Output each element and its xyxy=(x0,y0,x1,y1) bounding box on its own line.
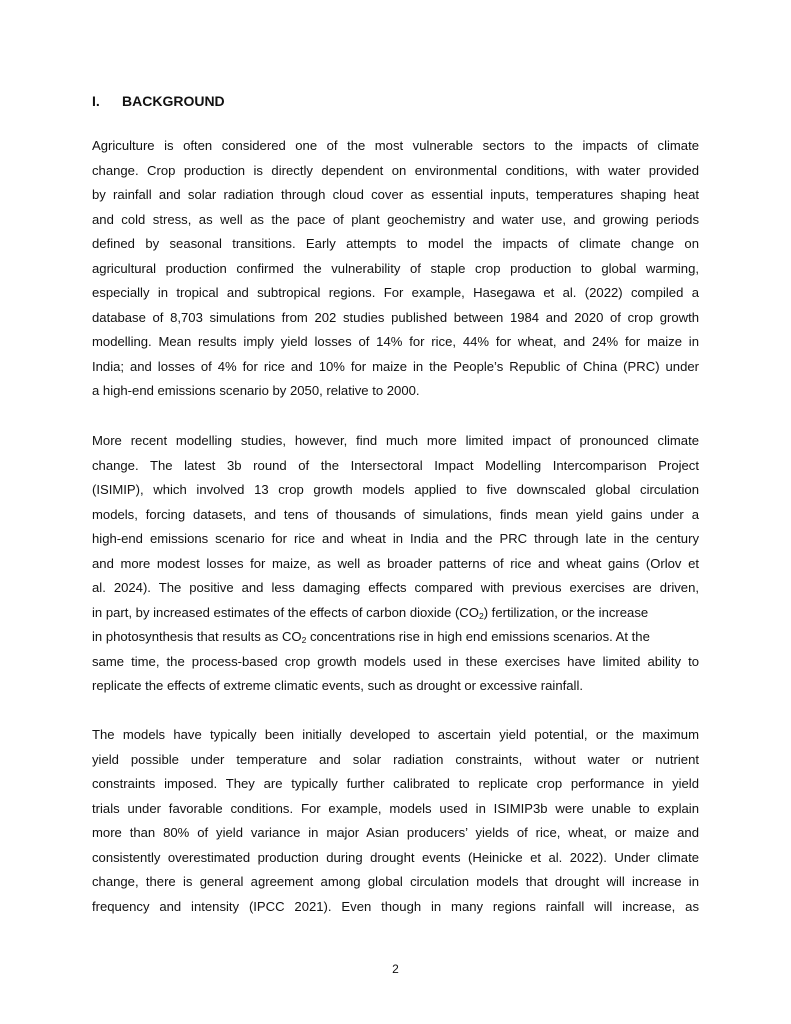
text-line: yield possible under temperature and solar radiation constraints, without water or nutrient xyxy=(92,751,699,767)
paragraph-2 xyxy=(92,429,699,699)
text-line: more than 80% of yield variance in major Asian producers’ yields of rice, wheat, or maize and xyxy=(92,825,699,840)
text-line: replicate the effects of extreme climatic events, such as drought or excessive rainfall. xyxy=(92,678,584,693)
text-line: The models have typically been initially developed to ascertain yield potential, or the maximum xyxy=(92,727,699,742)
text-line: and cold stress, as well as the pace of plant geochemistry and water use, and growing periods xyxy=(92,211,699,227)
section-heading xyxy=(92,93,225,109)
text-line: same time, the process-based crop growth models used in these exercises have limited ability to xyxy=(92,653,699,669)
text-line: frequency and intensity (IPCC 2021). Even though in many regions rainfall will increase, as xyxy=(92,898,699,914)
text-line: al. 2024). The positive and less damaging effects compared with previous exercises are driven, xyxy=(92,580,699,595)
text-line: models, forcing datasets, and tens of thousands of simulations, finds mean yield gains under a xyxy=(92,506,699,522)
text-line: high-end emissions scenario for rice and wheat in India and the PRC through late in the century xyxy=(92,531,699,546)
page-number: 2 xyxy=(392,962,399,976)
text-line: by rainfall and solar radiation through cloud cover as essential inputs, temperatures shaping heat xyxy=(92,187,699,202)
section-number: I. xyxy=(92,93,100,109)
text-line xyxy=(92,625,699,650)
text-line: database of 8,703 simulations from 202 studies published between 1984 and 2020 of crop growth xyxy=(92,309,699,325)
text-fragment: in photosynthesis that results as CO xyxy=(92,629,302,644)
text-line: Agriculture is often considered one of the most vulnerable sectors to the impacts of climate xyxy=(92,138,699,153)
text-line: change. The latest 3b round of the Intersectoral Impact Modelling Intercomparison Project xyxy=(92,457,699,473)
subscript: 2 xyxy=(301,635,307,645)
text-line: agricultural production confirmed the vulnerability of staple crop production to global warming, xyxy=(92,260,699,276)
paragraph-1 xyxy=(92,134,699,404)
text-fragment: ) fertilization, or the increase xyxy=(483,604,649,620)
text-fragment: concentrations rise in high end emissions scenarios. At the xyxy=(306,629,650,644)
paragraph-3 xyxy=(92,723,699,919)
text-line: change. Crop production is directly dependent on environmental conditions, with water provided xyxy=(92,162,699,178)
text-fragment: in part, by increased estimates of the effects of carbon dioxide (CO xyxy=(92,604,479,620)
text-line: India; and losses of 4% for rice and 10% for maize in the People’s Republic of China (PRC) under xyxy=(92,358,699,374)
section-title: BACKGROUND xyxy=(122,93,225,109)
text-line xyxy=(92,601,699,626)
text-line: trials under favorable conditions. For example, models used in ISIMIP3b were unable to explain xyxy=(92,800,699,816)
text-line: defined by seasonal transitions. Early attempts to model the impacts of climate change on xyxy=(92,236,699,251)
text-line: a high-end emissions scenario by 2050, relative to 2000. xyxy=(92,383,420,398)
text-line: (ISIMIP), which involved 13 crop growth models applied to five downscaled global circulation xyxy=(92,482,699,497)
text-line: consistently overestimated production during drought events (Heinicke et al. 2022). Under climate xyxy=(92,849,699,865)
text-line: especially in tropical and subtropical regions. For example, Hasegawa et al. (2022) compiled a xyxy=(92,285,699,300)
text-line: change, there is general agreement among global circulation models that drought will increase in xyxy=(92,874,699,889)
text-line: More recent modelling studies, however, find much more limited impact of pronounced climate xyxy=(92,433,699,448)
text-line: and more modest losses for maize, as well as broader patterns of rice and wheat gains (Orlov et xyxy=(92,555,699,571)
text-line: modelling. Mean results imply yield losses of 14% for rice, 44% for wheat, and 24% for maize in xyxy=(92,334,699,349)
subscript: 2 xyxy=(478,610,484,621)
text-line: constraints imposed. They are typically further calibrated to replicate crop performance in yield xyxy=(92,776,699,791)
